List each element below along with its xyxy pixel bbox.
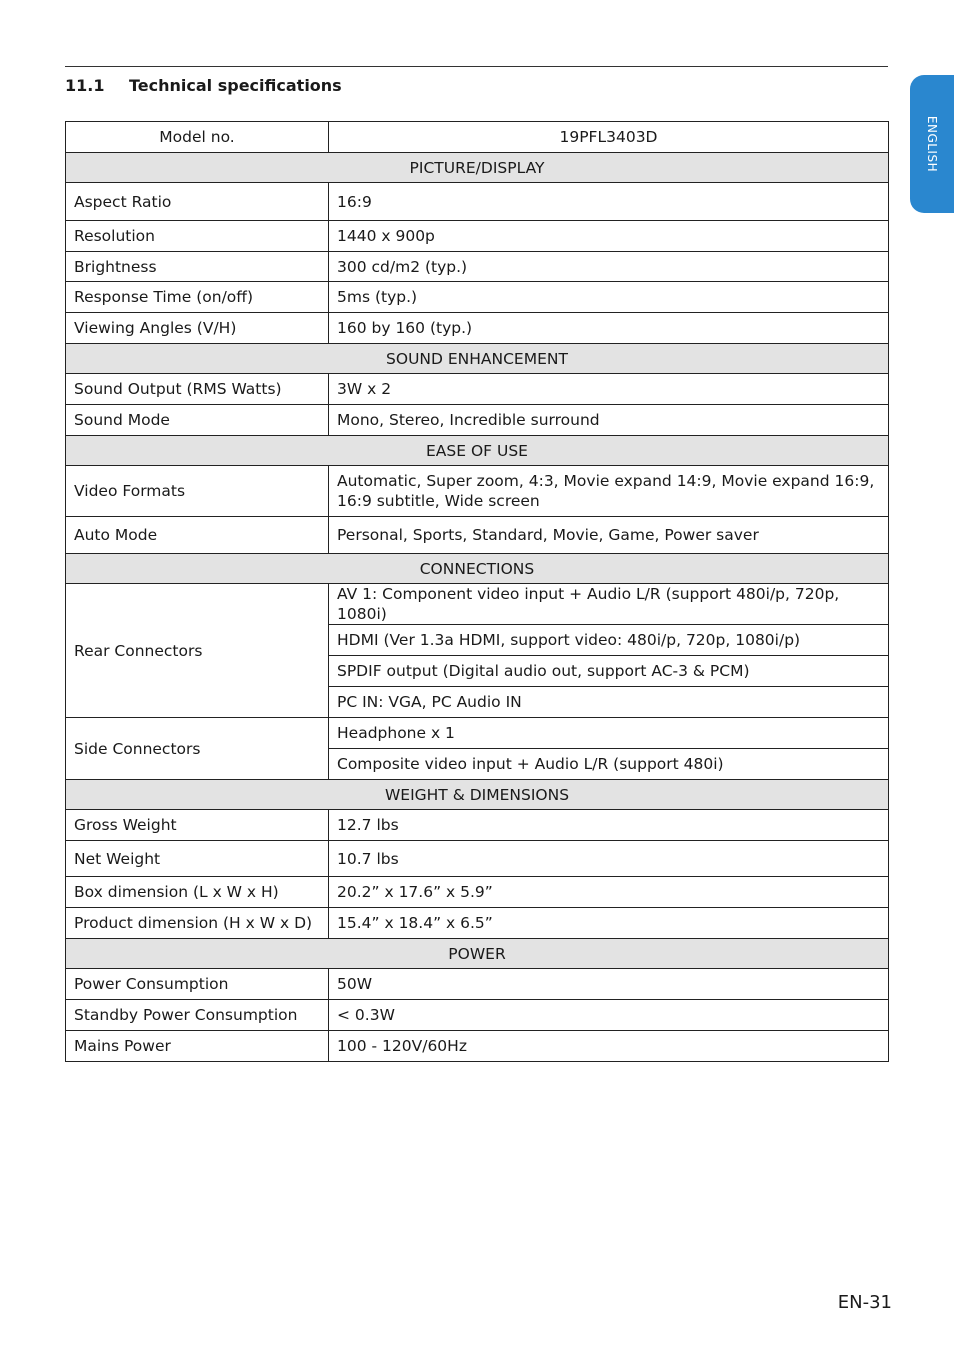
- spec-row: [66, 517, 889, 554]
- spec-label: Product dimension (H x W x D): [66, 908, 329, 939]
- section-header-row: [66, 153, 889, 183]
- spec-label: Response Time (on/off): [66, 282, 329, 313]
- spec-value: 100 - 120V/60Hz: [329, 1031, 889, 1062]
- spec-row: [66, 466, 889, 517]
- model-row: [66, 122, 889, 153]
- spec-value: 160 by 160 (typ.): [329, 313, 889, 344]
- spec-value: Mono, Stereo, Incredible surround: [329, 405, 889, 436]
- spec-label: Auto Mode: [66, 517, 329, 554]
- spec-label: Viewing Angles (V/H): [66, 313, 329, 344]
- spec-value: < 0.3W: [329, 1000, 889, 1031]
- section-header: SOUND ENHANCEMENT: [66, 344, 889, 374]
- section-heading: [65, 76, 342, 95]
- spec-value: 12.7 lbs: [329, 810, 889, 841]
- spec-row: [66, 405, 889, 436]
- section-header-row: [66, 554, 889, 584]
- spec-row: [66, 252, 889, 282]
- spec-label: Video Formats: [66, 466, 329, 517]
- spec-label: Gross Weight: [66, 810, 329, 841]
- section-header-row: [66, 436, 889, 466]
- section-header-row: [66, 939, 889, 969]
- spec-label: Aspect Ratio: [66, 183, 329, 221]
- spec-value: 5ms (typ.): [329, 282, 889, 313]
- spec-value: 50W: [329, 969, 889, 1000]
- section-header: POWER: [66, 939, 889, 969]
- page-number: EN-31: [837, 1292, 892, 1313]
- spec-label: Standby Power Consumption: [66, 1000, 329, 1031]
- spec-row: [66, 1031, 889, 1062]
- spec-row: [66, 183, 889, 221]
- spec-row: [66, 841, 889, 877]
- section-header: PICTURE/DISPLAY: [66, 153, 889, 183]
- spec-label: Mains Power: [66, 1031, 329, 1062]
- spec-value: Composite video input + Audio L/R (support 480i): [329, 749, 889, 780]
- spec-value: 300 cd/m2 (typ.): [329, 252, 889, 282]
- section-header-row: [66, 344, 889, 374]
- section-number: 11.1: [65, 76, 105, 95]
- spec-row: [66, 718, 889, 749]
- spec-value: 20.2” x 17.6” x 5.9”: [329, 877, 889, 908]
- language-tab-label: ENGLISH: [925, 115, 939, 173]
- section-header: WEIGHT & DIMENSIONS: [66, 780, 889, 810]
- spec-value: 1440 x 900p: [329, 221, 889, 252]
- spec-row: [66, 221, 889, 252]
- spec-label: Side Connectors: [66, 718, 329, 780]
- spec-value: PC IN: VGA, PC Audio IN: [329, 687, 889, 718]
- model-label: Model no.: [66, 122, 329, 153]
- spec-table: [65, 121, 889, 1062]
- spec-value: Personal, Sports, Standard, Movie, Game, Power saver: [329, 517, 889, 554]
- spec-value: AV 1: Component video input + Audio L/R (support 480i/p, 720p, 1080i): [329, 584, 889, 625]
- spec-label: Brightness: [66, 252, 329, 282]
- spec-value: SPDIF output (Digital audio out, support AC-3 & PCM): [329, 656, 889, 687]
- spec-label: Box dimension (L x W x H): [66, 877, 329, 908]
- spec-value: Automatic, Super zoom, 4:3, Movie expand 14:9, Movie expand 16:9, 16:9 subtitle, Wide screen: [329, 466, 889, 517]
- spec-value: Headphone x 1: [329, 718, 889, 749]
- spec-row: [66, 877, 889, 908]
- section-title: Technical specifications: [129, 76, 342, 95]
- spec-row: [66, 908, 889, 939]
- spec-value: 15.4” x 18.4” x 6.5”: [329, 908, 889, 939]
- spec-row: [66, 374, 889, 405]
- spec-row: [66, 313, 889, 344]
- section-header-row: [66, 780, 889, 810]
- language-tab: [910, 75, 954, 213]
- spec-label: Sound Output (RMS Watts): [66, 374, 329, 405]
- spec-value: 10.7 lbs: [329, 841, 889, 877]
- spec-row: [66, 584, 889, 625]
- section-header: CONNECTIONS: [66, 554, 889, 584]
- spec-label: Rear Connectors: [66, 584, 329, 718]
- spec-row: [66, 282, 889, 313]
- model-value: 19PFL3403D: [329, 122, 889, 153]
- spec-value: HDMI (Ver 1.3a HDMI, support video: 480i/p, 720p, 1080i/p): [329, 625, 889, 656]
- spec-row: [66, 1000, 889, 1031]
- spec-label: Resolution: [66, 221, 329, 252]
- spec-label: Net Weight: [66, 841, 329, 877]
- spec-value: 16:9: [329, 183, 889, 221]
- top-rule: [65, 66, 888, 67]
- spec-label: Power Consumption: [66, 969, 329, 1000]
- spec-row: [66, 810, 889, 841]
- section-header: EASE OF USE: [66, 436, 889, 466]
- spec-row: [66, 969, 889, 1000]
- spec-label: Sound Mode: [66, 405, 329, 436]
- spec-value: 3W x 2: [329, 374, 889, 405]
